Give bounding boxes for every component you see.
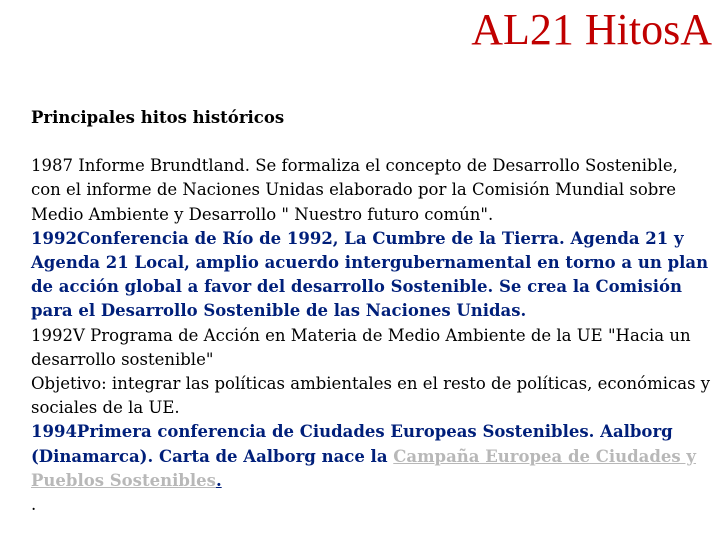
trailing-dot: . — [31, 495, 37, 515]
section-subtitle: Principales hitos históricos — [31, 108, 285, 127]
milestone-1994-text: 1994Primera conferencia de Ciudades Europeas Sostenibles. Aalborg (Dinamarca). Carta de Aalborg nace la — [31, 422, 673, 466]
milestone-1992-rio: 1992Conferencia de Río de 1992, La Cumbre de la Tierra. Agenda 21 y Agenda 21 Local, amplio acuerdo intergubernamental en torno a un plan de acción global a favor del desarrollo Sostenible. Se crea la Comisión para el Desarrollo Sostenible de las Naciones Unidas. — [31, 228, 709, 321]
slide-title: AL21 HitosA — [471, 5, 712, 54]
milestone-1994 — [31, 420, 711, 493]
campaign-link[interactable]: Campaña Europea de Ciudades y Pueblos Sostenibles — [31, 446, 697, 490]
milestone-1987: 1987 Informe Brundtland. Se formaliza el concepto de Desarrollo Sostenible, con el informe de Naciones Unidas elaborado por la Comisión Mundial sobre Medio Ambiente y Desarrollo " Nuestro futuro común". — [31, 156, 678, 224]
slide-content — [31, 106, 711, 517]
milestone-objetivo: Objetivo: integrar las políticas ambientales en el resto de políticas, económicas y sociales de la UE. — [31, 374, 711, 418]
milestone-1994-end: . — [215, 470, 222, 490]
milestone-1992-programa: 1992V Programa de Acción en Materia de Medio Ambiente de la UE "Hacia un desarrollo sostenible" — [31, 325, 691, 369]
